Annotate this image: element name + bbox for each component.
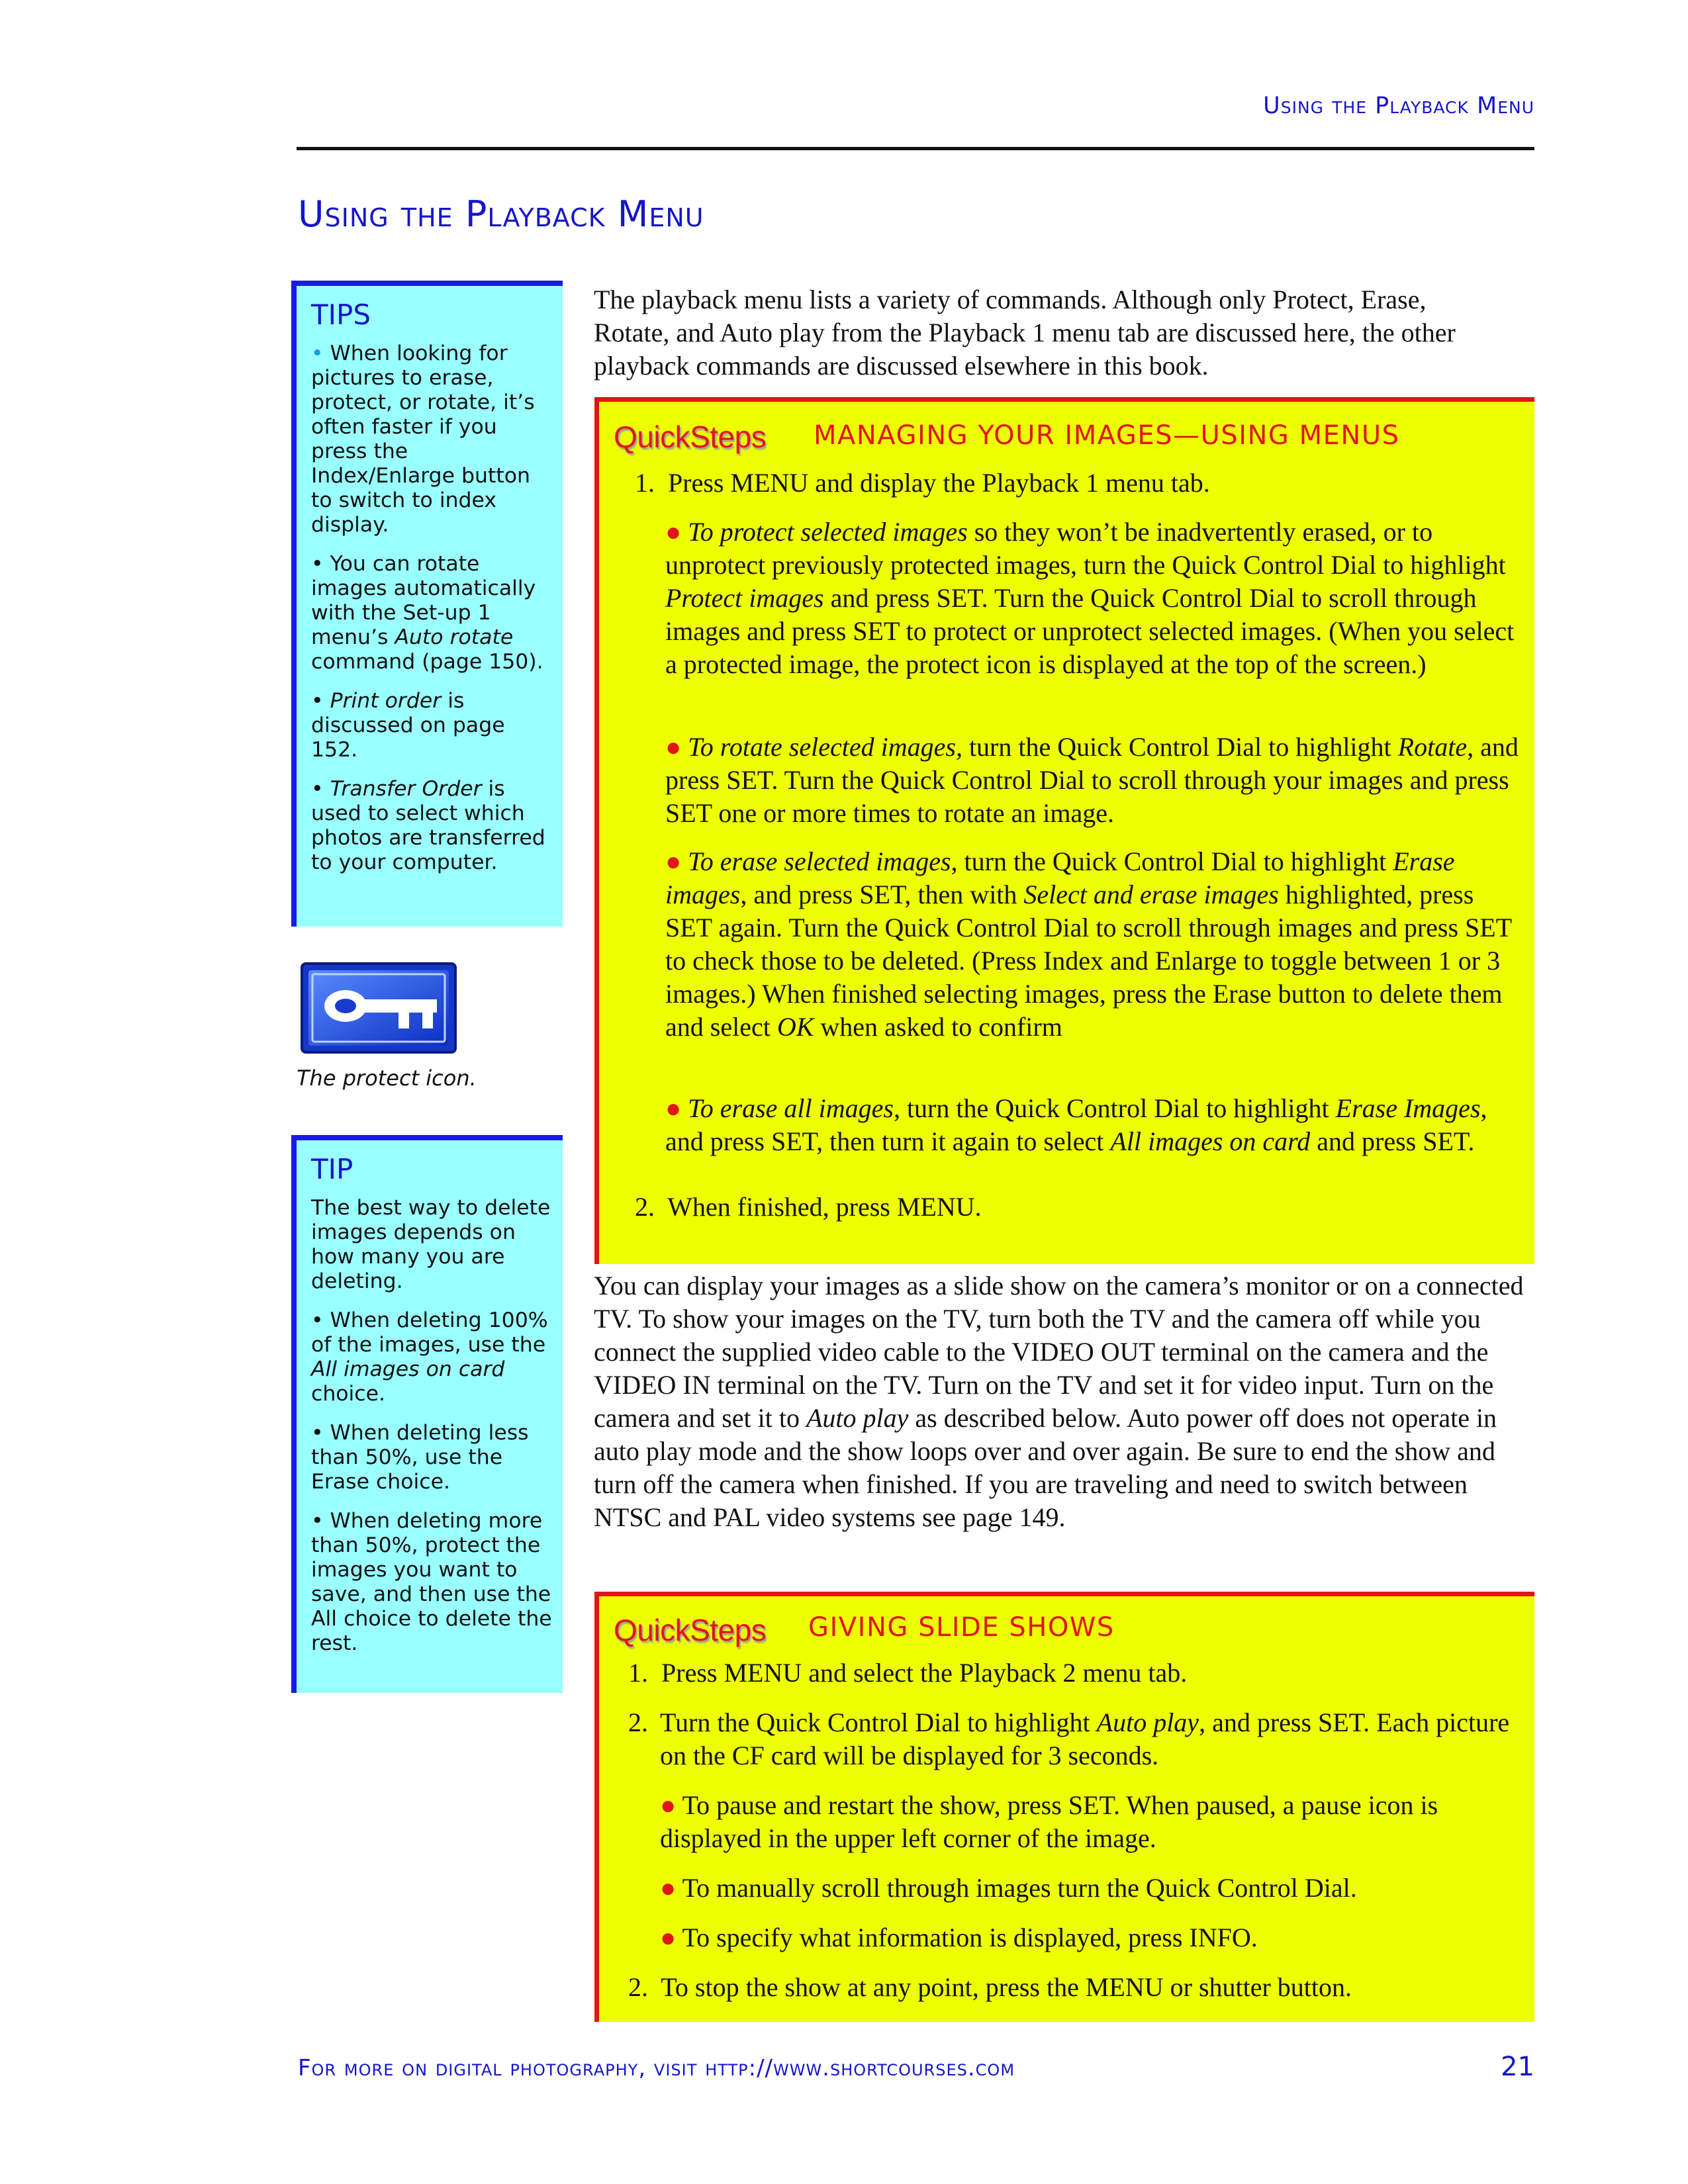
step-item <box>635 1191 1522 1224</box>
bullet-text: , turn the Quick Control Dial to highlight <box>951 846 1393 876</box>
step-item <box>628 1657 1522 1690</box>
bullet-emphasis: Select and erase images <box>1023 880 1279 909</box>
tip-text: • When deleting 100% of the images, use the <box>311 1308 548 1357</box>
tip-text: is used to select which photos are transferred to your computer. <box>311 777 545 874</box>
bullet-text: , and press SET, then with <box>740 880 1024 909</box>
bullet-icon: ● <box>660 1923 677 1952</box>
bullet-emphasis: Rotate <box>1397 732 1468 762</box>
tip-text: choice. <box>311 1382 386 1406</box>
quicksteps-slide-shows <box>594 1592 1534 2022</box>
quicksteps-logo: QuickSteps <box>614 1613 767 1647</box>
paragraph-emphasis: Auto play <box>806 1403 909 1433</box>
bullet-icon: • <box>311 552 324 576</box>
bullet-icon: ● <box>660 1790 677 1820</box>
footer-link-text: For more on digital photography, visit http://www.shortcourses.com <box>298 2055 1015 2081</box>
bullet-emphasis: Erase Images <box>1335 1093 1481 1123</box>
bullet-text: and press SET. <box>1310 1126 1475 1156</box>
tip-emphasis: Auto rotate <box>395 625 514 649</box>
bullet-text: To specify what information is displayed, press INFO. <box>682 1923 1258 1952</box>
bullet-emphasis: To erase all images <box>688 1093 894 1123</box>
step-text: Press MENU and display the Playback 1 menu tab. <box>668 468 1210 498</box>
bullet-emphasis: Protect images <box>665 583 824 613</box>
quicksteps-logo: QuickSteps <box>614 420 767 454</box>
tip-emphasis: Print order <box>330 689 442 713</box>
tip-emphasis: All images on card <box>311 1357 505 1381</box>
header-rule <box>297 147 1534 150</box>
step-text: Turn the Quick Control Dial to highlight <box>660 1707 1097 1737</box>
step-item <box>628 1971 1522 2004</box>
tip-text: command (page 150). <box>311 650 543 674</box>
bullet-text: , and press SET. Turn the Quick Control Dial to scroll through your images and press SET one or more times to rotate an image. <box>665 732 1519 828</box>
bullet-text: when asked to confirm <box>814 1012 1062 1042</box>
bullet-emphasis: To rotate selected images, <box>688 732 962 762</box>
tip-item <box>311 341 553 537</box>
bullet-text: highlighted, press SET again. Turn the Quick Control Dial to scroll through images and press SET to check those to be deleted. (Press Index and Enlarge to toggle between 1 or 3 images.) When finished selecting images, press the Erase button to delete them and select <box>665 880 1512 1042</box>
step-text: When finished, press MENU. <box>667 1192 982 1222</box>
step-emphasis: Auto play <box>1096 1707 1199 1737</box>
bullet-item <box>665 516 1523 681</box>
tip-heading: TIP <box>311 1153 353 1185</box>
step-number: 2. <box>628 1707 648 1737</box>
quicksteps-title: GIVING SLIDE SHOWS <box>808 1612 1115 1643</box>
tips-box <box>291 281 563 927</box>
bullet-icon: • <box>311 777 324 801</box>
tip-text: You can rotate images automatically with the Set-up 1 menu’s <box>311 552 536 649</box>
bullet-item <box>665 1092 1523 1158</box>
tip-emphasis: Transfer Order <box>330 777 482 801</box>
paragraph-text: You can display your images as a slide show on the camera’s monitor or on a connected TV. To show your images on the TV, turn both the TV and the camera off while you connect the supplied video cable to the VIDEO OUT terminal on the camera and the VIDEO IN terminal on the TV. Turn on the TV and set it for video input. Turn on the camera and set it to <box>594 1271 1524 1433</box>
step-number: 1. <box>628 1658 648 1688</box>
bullet-text: , turn the Quick Control Dial to highlight <box>893 1093 1336 1123</box>
tip-item <box>311 689 553 762</box>
tip-text <box>324 777 330 801</box>
bullet-item <box>660 1872 1521 1905</box>
bullet-icon: ● <box>665 846 682 876</box>
step-number: 1. <box>635 468 655 498</box>
tip-text <box>324 689 330 713</box>
bullet-icon: ● <box>665 1093 682 1123</box>
step-text: To stop the show at any point, press the MENU or shutter button. <box>661 1972 1352 2002</box>
tip-item <box>311 1308 553 1406</box>
running-header: Using the Playback Menu <box>1263 93 1534 119</box>
tip-item: • When deleting less than 50%, use the Erase choice. <box>311 1421 529 1494</box>
bullet-icon: ● <box>665 732 682 762</box>
page-number: 21 <box>1501 2052 1534 2082</box>
bullet-text: and press SET. Turn the Quick Control Dial to scroll through images and press SET to protect or unprotect selected images. (When you select a protected image, the protect icon is displayed at the top of the screen.) <box>665 583 1515 679</box>
tip-box <box>291 1135 563 1693</box>
bullet-text: To pause and restart the show, press SET. When paused, a pause icon is displayed in the upper left corner of the image. <box>660 1790 1438 1853</box>
bullet-item <box>665 845 1523 1044</box>
key-icon <box>299 961 458 1055</box>
step-number: 2. <box>635 1192 655 1222</box>
bullet-emphasis: To erase selected images <box>688 846 951 876</box>
tip-item: • When deleting more than 50%, protect the images you want to save, and then use the All choice to delete the rest. <box>311 1509 552 1655</box>
step-item <box>635 467 1522 500</box>
bullet-item <box>665 731 1523 830</box>
bullet-text: , and press SET, then turn it again to select <box>665 1093 1487 1156</box>
paragraph-text: as described below. Auto power off does not operate in auto play mode and the show loops over and over again. Be sure to end the show and turn off the camera when finished. If you are traveling and need to switch between NTSC and PAL video systems see page 149. <box>594 1403 1497 1532</box>
bullet-item <box>660 1789 1521 1855</box>
bullet-icon: • <box>311 341 324 365</box>
intro-paragraph: The playback menu lists a variety of commands. Although only Protect, Erase, Rotate, and Auto play from the Playback 1 menu tab are discussed here, the other playback commands are discussed elsewhere in this book. <box>594 285 1456 381</box>
bullet-text: To manually scroll through images turn the Quick Control Dial. <box>682 1873 1357 1903</box>
step-number: 2. <box>628 1972 648 2002</box>
bullet-icon: • <box>311 689 324 713</box>
quicksteps-managing-images <box>594 397 1534 1264</box>
tip-item: The best way to delete images depends on how many you are deleting. <box>311 1196 551 1293</box>
bullet-icon: ● <box>665 517 682 547</box>
step-item <box>628 1706 1522 1772</box>
page-title: Using the Playback Menu <box>298 193 704 235</box>
step-text: Press MENU and select the Playback 2 menu tab. <box>661 1658 1188 1688</box>
bullet-emphasis: OK <box>776 1012 814 1042</box>
tip-text: When looking for pictures to erase, protect, or rotate, it’s often faster if you press the Index/Enlarge button to switch to index display. <box>311 341 535 537</box>
bullet-item <box>660 1921 1521 1954</box>
tips-heading: TIPS <box>311 298 371 331</box>
bullet-text: so they won’t be inadvertently erased, or to unprotect previously protected images, turn the Quick Control Dial to highlight <box>665 517 1506 580</box>
bullet-emphasis: All images on card <box>1110 1126 1311 1156</box>
protect-icon-caption: The protect icon. <box>297 1066 477 1091</box>
tip-item <box>311 777 553 875</box>
tip-item <box>311 552 553 674</box>
step-text: , and press SET. Each picture on the CF card will be displayed for 3 seconds. <box>660 1707 1510 1770</box>
bullet-emphasis: Erase images <box>665 846 1455 909</box>
bullet-icon: ● <box>660 1873 677 1903</box>
bullet-text: turn the Quick Control Dial to highlight <box>962 732 1398 762</box>
tip-text: is discussed on page 152. <box>311 689 505 762</box>
bullet-emphasis: To protect selected images <box>688 517 968 547</box>
quicksteps-title: MANAGING YOUR IMAGES—USING MENUS <box>814 420 1400 451</box>
slideshow-paragraph <box>594 1269 1530 1534</box>
